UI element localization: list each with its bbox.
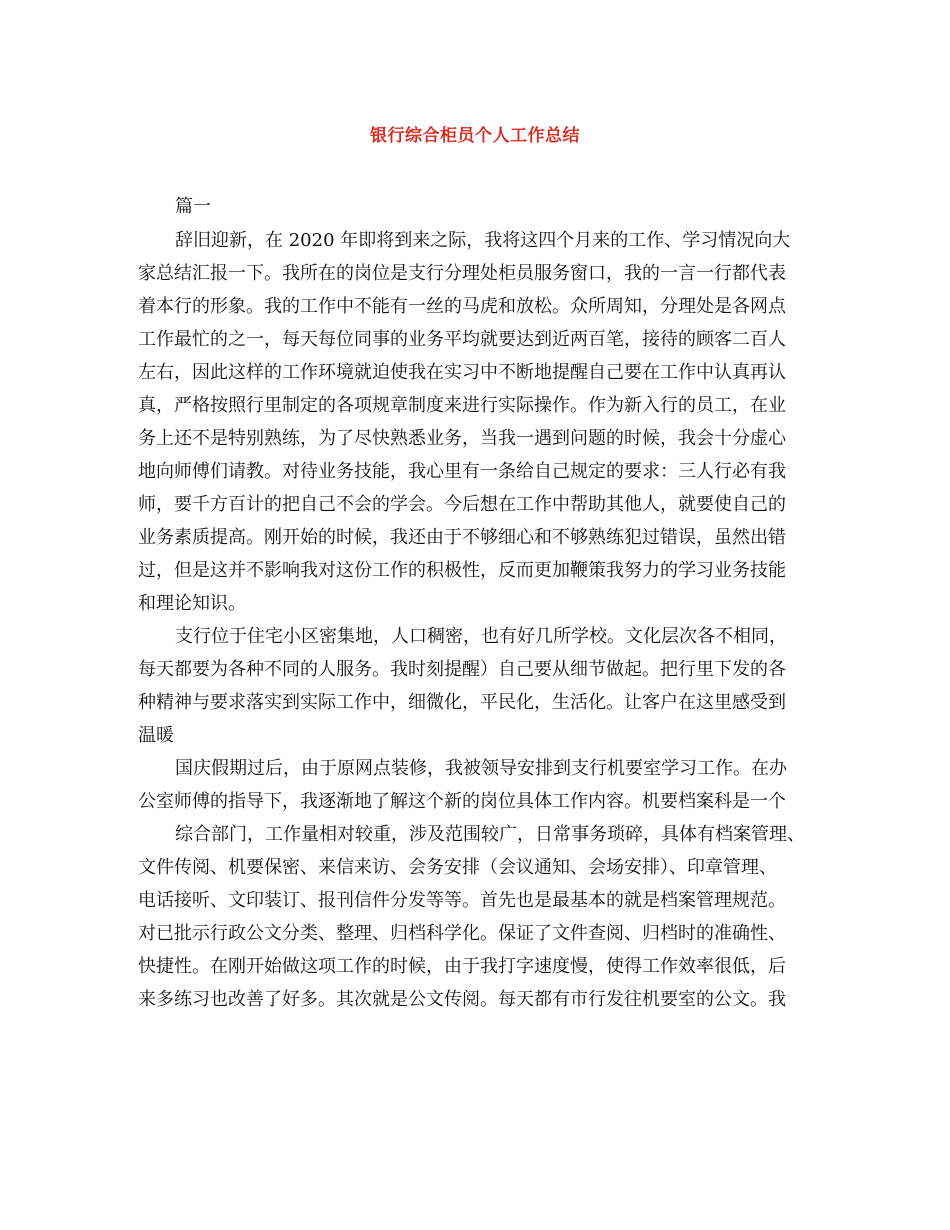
text-line: 地向师傅们请教。对待业务技能，我心里有一条给自己规定的要求：三人行必有我 [138, 461, 786, 482]
text-line: 着本行的形象。我的工作中不能有一丝的马虎和放松。众所周知，分理处是各网点 [138, 296, 786, 317]
text-line: 真，严格按照行里制定的各项规章制度来进行实际操作。作为新入行的员工，在业 [138, 395, 786, 416]
text-line: 文件传阅、机要保密、来信来访、会务安排（会议通知、会场安排）、印章管理、 [138, 857, 777, 878]
text-line: 左右，因此这样的工作环境就迫使我在实习中不断地提醒自己要在工作中认真再认 [138, 362, 786, 383]
text-line: 温暖 [138, 725, 174, 746]
text-line: 来多练习也改善了好多。其次就是公文传阅。每天都有市行发往机要室的公文。我 [138, 989, 786, 1010]
text-line: 师，要千方百计的把自己不会的学会。今后想在工作中帮助其他人，就要使自己的 [138, 494, 786, 515]
document-title: 银行综合柜员个人工作总结 [370, 126, 580, 146]
text-line: 和理论知识。 [138, 593, 246, 614]
section-heading: 篇一 [175, 196, 211, 217]
text-line: 公室师傅的指导下，我逐渐地了解这个新的岗位具体工作内容。机要档案科是一个 [138, 791, 786, 812]
text-line: 过，但是这并不影响我对这份工作的积极性，反而更加鞭策我努力的学习业务技能 [138, 560, 786, 581]
text-line: 电话接听、文印装订、报刊信件分发等等。首先也是最基本的就是档案管理规范。 [138, 890, 786, 911]
text-line: 每天都要为各种不同的人服务。我时刻提醒）自己要从细节做起。把行里下发的各 [138, 659, 786, 680]
text-line: 家总结汇报一下。我所在的岗位是支行分理处柜员服务窗口，我的一言一行都代表 [138, 263, 786, 284]
text-line: 对已批示行政公文分类、整理、归档科学化。保证了文件查阅、归档时的准确性、 [138, 923, 786, 944]
text-line: 辞旧迎新，在 2020 年即将到来之际，我将这四个月来的工作、学习情况向大 [175, 230, 791, 251]
text-line: 工作最忙的之一，每天每位同事的业务平均就要达到近两百笔，接待的顾客二百人 [138, 329, 786, 350]
text-line: 综合部门，工作量相对较重，涉及范围较广，日常事务琐碎，具体有档案管理、 [175, 824, 805, 845]
text-line: 国庆假期过后，由于原网点装修，我被领导安排到支行机要室学习工作。在办 [175, 758, 787, 779]
text-line: 种精神与要求落实到实际工作中，细微化，平民化，生活化。让客户在这里感受到 [138, 692, 786, 713]
text-line: 务上还不是特别熟练，为了尽快熟悉业务，当我一遇到问题的时候，我会十分虚心 [138, 428, 786, 449]
text-line: 业务素质提高。刚开始的时候，我还由于不够细心和不够熟练犯过错误，虽然出错 [138, 527, 786, 548]
text-line: 快捷性。在刚开始做这项工作的时候，由于我打字速度慢，使得工作效率很低，后 [138, 956, 786, 977]
text-line: 支行位于住宅小区密集地，人口稠密，也有好几所学校。文化层次各不相同， [175, 626, 787, 647]
